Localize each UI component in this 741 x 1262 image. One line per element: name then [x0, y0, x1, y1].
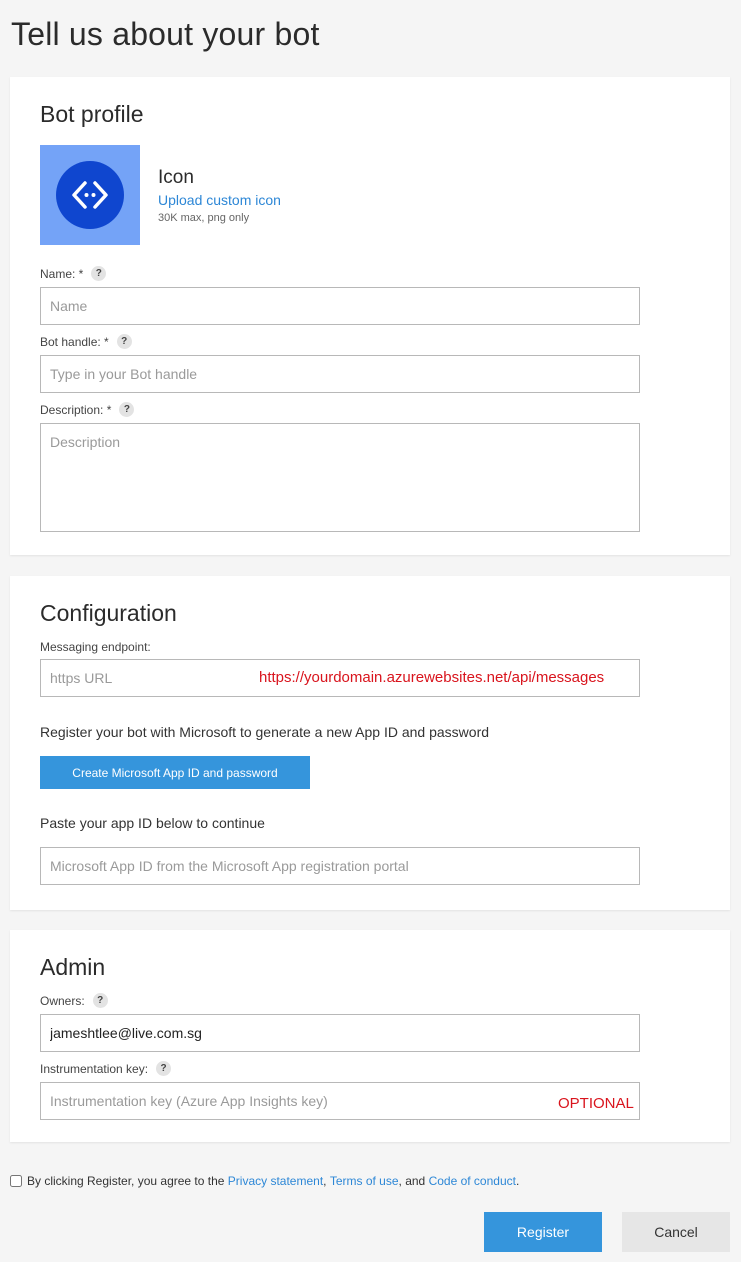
owners-help-icon[interactable]: ? — [93, 993, 108, 1008]
page-title: Tell us about your bot — [11, 16, 320, 52]
agree-period-text: . — [515, 1174, 520, 1188]
privacy-statement-link[interactable]: Privacy statement — [227, 1174, 324, 1188]
icon-size-hint: 30K max, png only — [158, 212, 250, 224]
agree-and-text: , and — [398, 1174, 429, 1188]
upload-custom-icon-link[interactable]: Upload custom icon — [158, 192, 281, 208]
cancel-button[interactable]: Cancel — [622, 1212, 730, 1252]
create-app-id-button[interactable]: Create Microsoft App ID and password — [40, 756, 310, 789]
terms-agreement — [10, 1174, 519, 1188]
name-label — [40, 266, 106, 281]
name-input[interactable] — [40, 287, 640, 325]
instrumentation-key-input[interactable] — [40, 1082, 640, 1120]
admin-title: Admin — [40, 954, 106, 980]
instrumentation-key-label — [40, 1061, 171, 1076]
messaging-endpoint-label-text: Messaging endpoint: — [40, 640, 151, 654]
bot-icon-preview — [40, 145, 140, 245]
agree-prefix-text: By clicking Register, you agree to the — [27, 1174, 228, 1188]
app-id-input[interactable] — [40, 847, 640, 885]
owners-label-text: Owners: — [40, 993, 85, 1008]
agree-checkbox[interactable] — [10, 1175, 22, 1187]
description-label — [40, 402, 134, 417]
register-button[interactable]: Register — [484, 1212, 602, 1252]
description-label-text: Description: * — [40, 402, 112, 417]
instrumentation-key-help-icon[interactable]: ? — [156, 1061, 171, 1076]
name-help-icon[interactable]: ? — [91, 266, 106, 281]
terms-of-use-link[interactable]: Terms of use — [329, 1174, 399, 1188]
icon-heading: Icon — [158, 167, 194, 188]
configuration-card — [10, 576, 730, 910]
owners-label — [40, 993, 108, 1008]
bot-handle-label — [40, 334, 132, 349]
admin-card — [10, 930, 730, 1142]
bot-code-icon — [56, 161, 124, 229]
bot-handle-help-icon[interactable]: ? — [117, 334, 132, 349]
configuration-title: Configuration — [40, 600, 177, 626]
name-label-text: Name: * — [40, 266, 84, 281]
instrumentation-key-label-text: Instrumentation key: — [40, 1061, 149, 1076]
register-instructions: Register your bot with Microsoft to generate a new App ID and password — [40, 724, 490, 740]
messaging-endpoint-label — [40, 640, 151, 654]
bot-profile-title: Bot profile — [40, 101, 144, 127]
owners-input[interactable] — [40, 1014, 640, 1052]
paste-app-id-instructions: Paste your app ID below to continue — [40, 815, 265, 831]
bot-handle-label-text: Bot handle: * — [40, 334, 109, 349]
optional-annotation: OPTIONAL — [558, 1095, 634, 1112]
bot-profile-card — [10, 77, 730, 555]
endpoint-example-annotation: https://yourdomain.azurewebsites.net/api/messages — [259, 669, 605, 686]
bot-handle-input[interactable] — [40, 355, 640, 393]
agree-comma-text: , — [323, 1174, 330, 1188]
code-of-conduct-link[interactable]: Code of conduct — [428, 1174, 516, 1188]
description-help-icon[interactable]: ? — [119, 402, 134, 417]
description-textarea[interactable] — [40, 423, 640, 532]
messaging-endpoint-input[interactable] — [40, 659, 640, 697]
